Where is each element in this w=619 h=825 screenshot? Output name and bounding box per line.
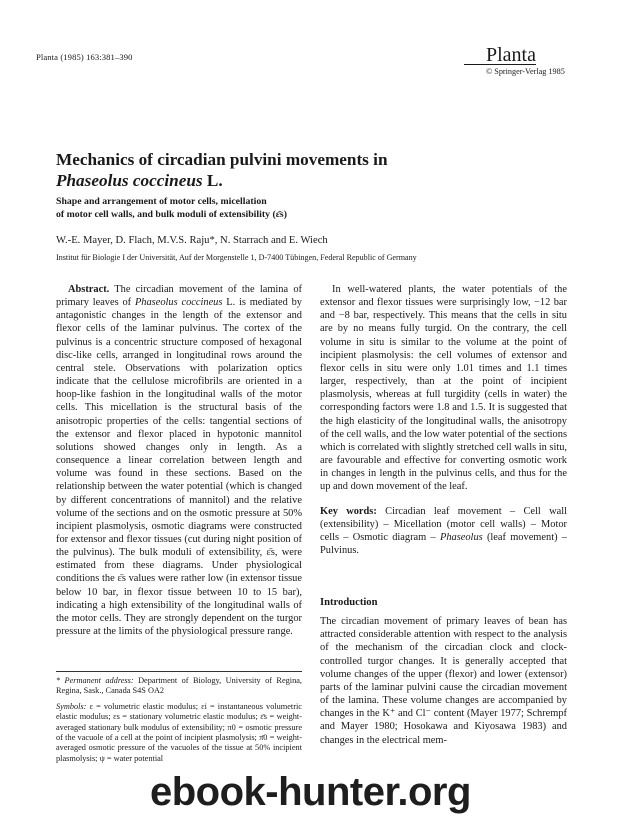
title-species-suffix: L. — [202, 171, 223, 190]
abstract-text-2: L. is mediated by antagonistic changes in the length of the extensor and flexor cells of the laminar pulvinus. The cortex of the pulvinus is a concentric structure composed of hexagonal disc-like cells, arranged in longitudinal rows around the central stele. Observations with polarization optics indicate that the cellulose microfibrils are oriented in a hoop-like fashion in the longitudinal walls of the motor cells. This micellation is the structural basis of the anisotropic properties of the cells: tangential sections of the extensor and flexor placed in hypotonic mannitol solutions showed changes only in length. As a consequence a linear correlation between length and volume was found in these sections. Based on the relationship between the water potential (which is changed by different concentrations of mannitol) and the relative volume of the sections and on the osmotic pressure at 50% incipient plasmolysis, osmotic diagrams were constructed for extensor and flexor tissues (cut during night position of the pulvinus). The bulk moduli of extensibility, ε̄s, were estimated from these diagrams. Under physiological conditions the ε̄s values were rather low (in extensor tissue below 10 bar, in flexor tissue between 10 to 15 bar), indicating a high extensibility of the longitudinal walls of the motor cells. They are strongly dependent on the turgor pressure at the limits of the physiological pressure range. — [56, 297, 302, 638]
keywords-species: Phaseolus — [439, 531, 483, 543]
left-column — [56, 283, 302, 638]
author-list: W.-E. Mayer, D. Flach, M.V.S. Raju*, N. Starrach and E. Wiech — [56, 235, 328, 246]
watermark-overlay: ebook-hunter.org — [150, 770, 471, 814]
footnote-address — [56, 676, 302, 697]
footnote-address-text: Department of Biology, University of Regina, Regina, Sask., Canada S4S OA2 — [56, 676, 302, 696]
publisher-copyright: © Springer-Verlag 1985 — [486, 67, 565, 76]
abstract-text-1: The circadian movement of the lamina of primary leaves of — [56, 284, 302, 309]
article-subtitle — [56, 196, 536, 221]
title-species: Phaseolus coccineus — [56, 171, 203, 190]
abstract-label: Abstract. — [68, 284, 110, 295]
right-column — [320, 283, 567, 747]
footnote-address-label: * Permanent address: — [56, 676, 134, 685]
abstract-paragraph — [56, 283, 302, 638]
abstract-species: Phaseolus coccineus — [134, 297, 223, 309]
article-title — [56, 149, 526, 191]
keywords-text-1: Circadian leaf movement – Cell wall (extensibility) – Micellation (motor cell walls) – Motor cells – Osmotic diagram – — [320, 505, 567, 543]
title-line-1: Mechanics of circadian pulvini movements in — [56, 150, 388, 169]
footnote-symbols — [56, 702, 302, 764]
keywords-paragraph — [320, 505, 567, 558]
journal-brand — [464, 46, 574, 77]
introduction-paragraph: The circadian movement of primary leaves of bean has attracted considerable attention with respect to the analysis of the mechanism of the circadian clock and clock-controlled turgor changes. It is generally accepted that volume changes of the upper (flexor) and lower (extensor) parts of the laminar pulvini cause the circadian movement of the lamina. These volume changes are accompanied by changes in the K⁺ and Cl⁻ content (Mayer 1977; Schrempf and Mayer 1980; Hosokawa and Kiyosawa 1983) and changes in the electrical mem- — [320, 616, 567, 746]
abstract-continuation-paragraph: In well-watered plants, the water potentials of the extensor and flexor tissues were surprisingly low, −12 bar and −8 bar, respectively. This means that the cells in situ are by no means fully turgid. On the contrary, the cell volume in situ is similar to the volume at the point of incipient plasmolysis: the cell volumes of extensor and flexor cells in situ were only 1.01 times and 1.1 times larger, respectively, than at the point of incipient plasmolysis, whereas at full turgidity (cells in water) the corresponding factors were 1.8 and 1.5. It is suggested that the high elasticity of the longitudinal walls, the anisotropy of the cell walls, and the low water potential of the sections which is correlated with slightly stretched cell walls in situ, are favourable and effective for converting osmotic work in changes in length in the pulvinus cells, and thus for the up and down movement of the leaf. — [320, 284, 568, 493]
subtitle-line-2: of motor cell walls, and bulk moduli of extensibility (ε̄s) — [56, 208, 287, 220]
keywords-label: Key words: — [320, 505, 377, 517]
journal-name: Planta — [464, 46, 536, 65]
journal-citation: Planta (1985) 163:381–390 — [36, 52, 133, 62]
keywords-text-2: (leaf movement) – Pulvinus. — [320, 531, 567, 556]
title-line-2 — [56, 170, 526, 191]
subtitle-line-1: Shape and arrangement of motor cells, micellation — [56, 196, 267, 207]
author-affiliation: Institut für Biologie I der Universität, Auf der Morgenstelle 1, D-7400 Tübingen, Federal Republic of Germany — [56, 253, 417, 262]
footnote-symbols-label: Symbols: — [56, 701, 87, 711]
introduction-heading: Introduction — [320, 597, 378, 609]
footnotes — [56, 671, 302, 769]
footnote-symbols-text: ε = volumetric elastic modulus; εi = instantaneous volumetric elastic modulus; εs = stationary volumetric elastic modulus; ε̄s = weight-averaged stationary bulk modulus of extensibility; π0 = osmotic pressure of the vacuole of a cell at the point of incipient plasmolysis; π̄0 = weight-averaged osmotic pressure of the vacuoles of the tissue at 50% incipient plasmolysis; ψ = water potential — [56, 701, 302, 763]
